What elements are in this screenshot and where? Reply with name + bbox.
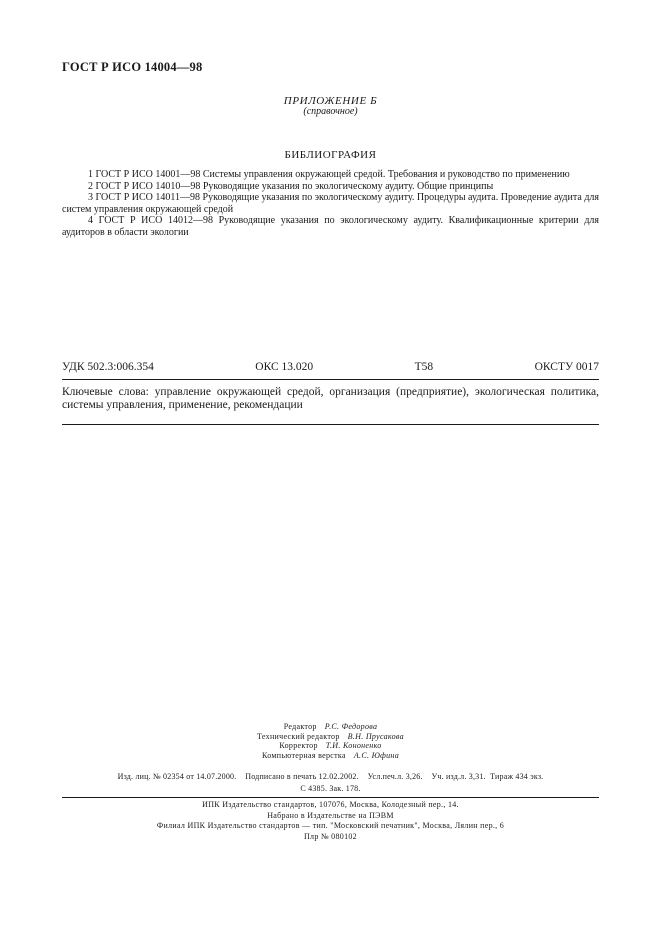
t-code: Т58 <box>414 361 434 373</box>
credit-role: Редактор <box>283 722 317 731</box>
credit-row <box>0 741 661 751</box>
keywords-paragraph: Ключевые слова: управление окружающей средой, организация (предприятие), экологическая политика, системы управления, применение, рекомендации <box>62 386 599 411</box>
document-code-header: ГОСТ Р ИСО 14004—98 <box>62 60 203 74</box>
credit-role: Корректор <box>279 741 318 750</box>
appendix-heading <box>0 95 661 117</box>
printing-line: Плр № 080102 <box>303 831 357 841</box>
credit-name: А.С. Юфина <box>353 750 399 760</box>
credit-row <box>0 732 661 742</box>
credit-name: В.Н. Прусакова <box>347 731 404 741</box>
divider-top <box>62 379 599 380</box>
bibliography-title: БИБЛИОГРАФИЯ <box>284 149 377 161</box>
divider-bottom <box>62 424 599 425</box>
publication-line: С 4385. Зак. 178. <box>300 784 361 793</box>
appendix-title: ПРИЛОЖЕНИЕ Б <box>283 95 378 107</box>
credit-name: Т.И. Кононенко <box>325 741 382 750</box>
oks-code: ОКС 13.020 <box>255 361 314 373</box>
printing-line: Набрано в Издательстве на ПЭВМ <box>267 810 394 820</box>
udk-code: УДК 502.3:006.354 <box>62 361 154 373</box>
credit-row <box>0 722 661 732</box>
editorial-credits <box>0 722 661 760</box>
bibliography-list <box>62 169 599 238</box>
divider-footer <box>62 797 599 798</box>
appendix-subtitle: (справочное) <box>303 106 358 117</box>
credit-role: Компьютерная верстка <box>262 750 346 760</box>
publication-info <box>62 771 599 795</box>
okstu-code: ОКСТУ 0017 <box>534 361 599 373</box>
credit-role: Технический редактор <box>257 731 340 741</box>
credit-name: Р.С. Федорова <box>324 722 378 731</box>
printing-line: Филиал ИПК Издательство стандартов — тип. "Московский печатник", Москва, Лялин пер., 6 <box>156 821 505 830</box>
bibliography-item: 1 ГОСТ Р ИСО 14001—98 Системы управления окружающей средой. Требования и руководство по применению <box>88 169 570 180</box>
printing-line: ИПК Издательство стандартов, 107076, Москва, Колодезный пер., 14. <box>202 800 459 809</box>
classification-row <box>62 361 599 373</box>
publication-line: Изд. лиц. № 02354 от 14.07.2000. Подписано в печать 12.02.2002. Усл.печ.л. 3,26. Уч. изд.л. 3,31. Тираж 434 экз. <box>117 772 544 781</box>
bibliography-item: 3 ГОСТ Р ИСО 14011—98 Руководящие указания по экологическому аудиту. Процедуры аудита. Проведение аудита для систем управления окружающей средой <box>62 192 599 215</box>
printing-info <box>62 800 599 842</box>
bibliography-item: 2 ГОСТ Р ИСО 14010—98 Руководящие указания по экологическому аудиту. Общие принципы <box>88 180 494 192</box>
bibliography-item: 4 ГОСТ Р ИСО 14012—98 Руководящие указания по экологическому аудиту. Квалификационные критерии для аудиторов в области экологии <box>62 215 599 238</box>
credit-row <box>0 751 661 761</box>
